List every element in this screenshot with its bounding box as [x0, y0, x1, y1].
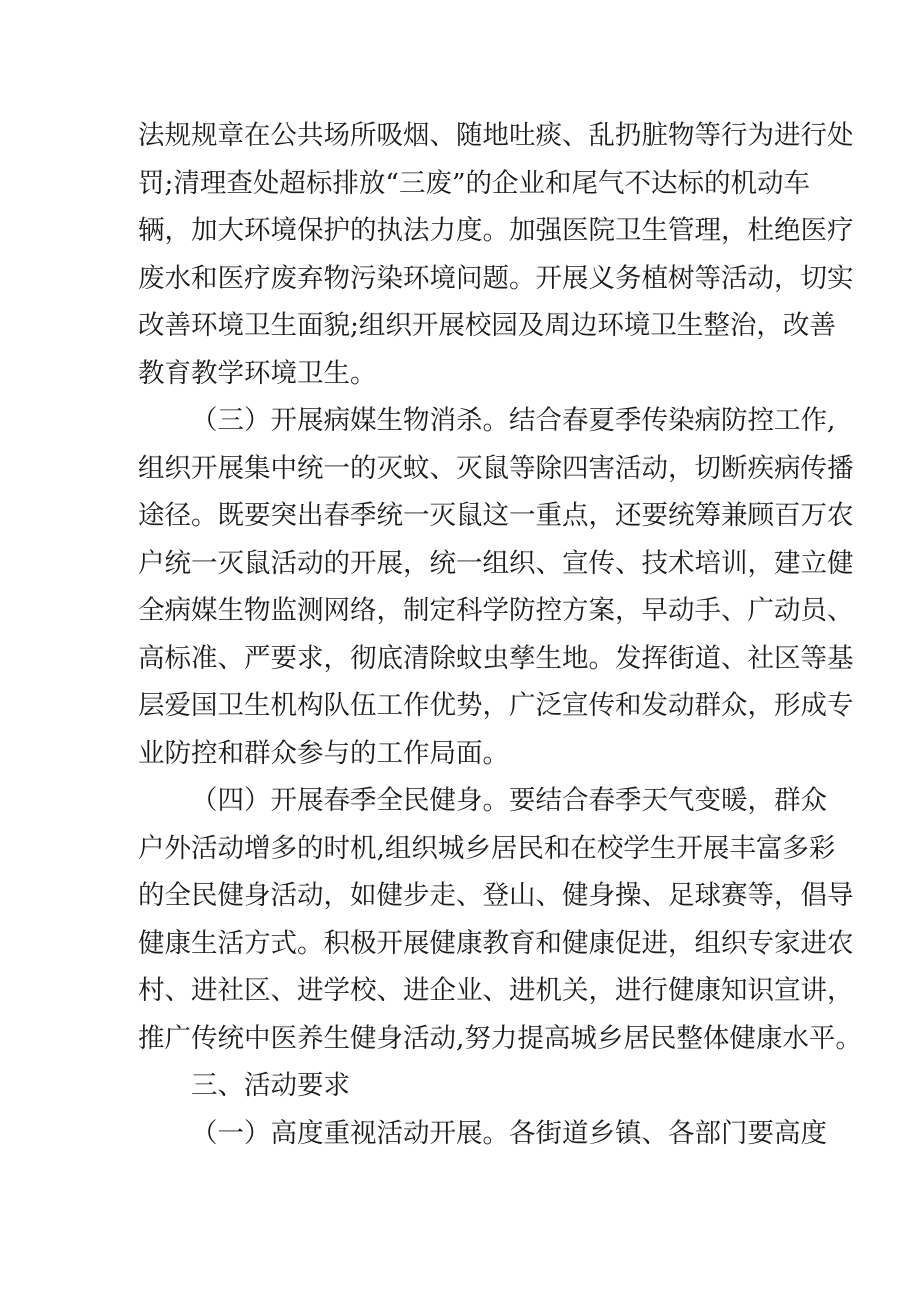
paragraph-line: 户外活动增多的时机,组织城乡居民和在校学生开展丰富多彩 [138, 832, 836, 864]
paragraph-line: 组织开展集中统一的灭蚊、灭鼠等除四害活动，切断疾病传播 [138, 452, 854, 484]
paragraph-line: 改善环境卫生面貌;组织开展校园及周边环境卫生整治，改善 [138, 310, 836, 341]
paragraph-line: 村、进社区、进学校、进企业、进机关，进行健康知识宣讲， [138, 975, 854, 1006]
paragraph-line: 法规规章在公共场所吸烟、随地吐痰、乱扔脏物等行为进行处 [138, 120, 854, 151]
paragraph-line: 途径。既要突出春季统一灭鼠这一重点，还要统筹兼顾百万农 [138, 500, 854, 531]
paragraph-line: 业防控和群众参与的工作局面。 [138, 737, 509, 769]
paragraph-line: 层爱国卫生机构队伍工作优势，广泛宣传和发动群众，形成专 [138, 690, 854, 721]
paragraph-line: 健康生活方式。积极开展健康教育和健康促进，组织专家进农 [138, 927, 854, 959]
paragraph-line: 教育教学环境卫生。 [138, 357, 377, 389]
section-heading-1: （一）高度重视活动开展。各街道乡镇、各部门要高度 [191, 1117, 827, 1149]
paragraph-line: 辆，加大环境保护的执法力度。加强医院卫生管理，杜绝医疗 [138, 215, 854, 246]
section-heading-4: （四）开展春季全民健身。要结合春季天气变暖，群众 [191, 785, 827, 816]
paragraph-line: 推广传统中医养生健身活动,努力提高城乡居民整体健康水平。 [138, 1022, 862, 1054]
paragraph-line: 户统一灭鼠活动的开展，统一组织、宣传、技术培训，建立健 [138, 547, 854, 579]
paragraph-line: 全病媒生物监测网络，制定科学防控方案，早动手、广动员、 [138, 595, 854, 626]
paragraph-line: 的全民健身活动，如健步走、登山、健身操、足球赛等，倡导 [138, 880, 854, 911]
document-body [138, 112, 862, 1157]
paragraph-line: 高标准、严要求，彻底清除蚊虫孳生地。发挥街道、社区等基 [138, 642, 854, 674]
paragraph-line: 罚;清理查处超标排放“三废”的企业和尾气不达标的机动车 [138, 167, 811, 199]
chapter-heading: 三、活动要求 [191, 1070, 350, 1101]
paragraph-line: 废水和医疗废弃物污染环境问题。开展义务植树等活动，切实 [138, 262, 854, 294]
section-heading-3: （三）开展病媒生物消杀。结合春夏季传染病防控工作, [191, 405, 836, 436]
